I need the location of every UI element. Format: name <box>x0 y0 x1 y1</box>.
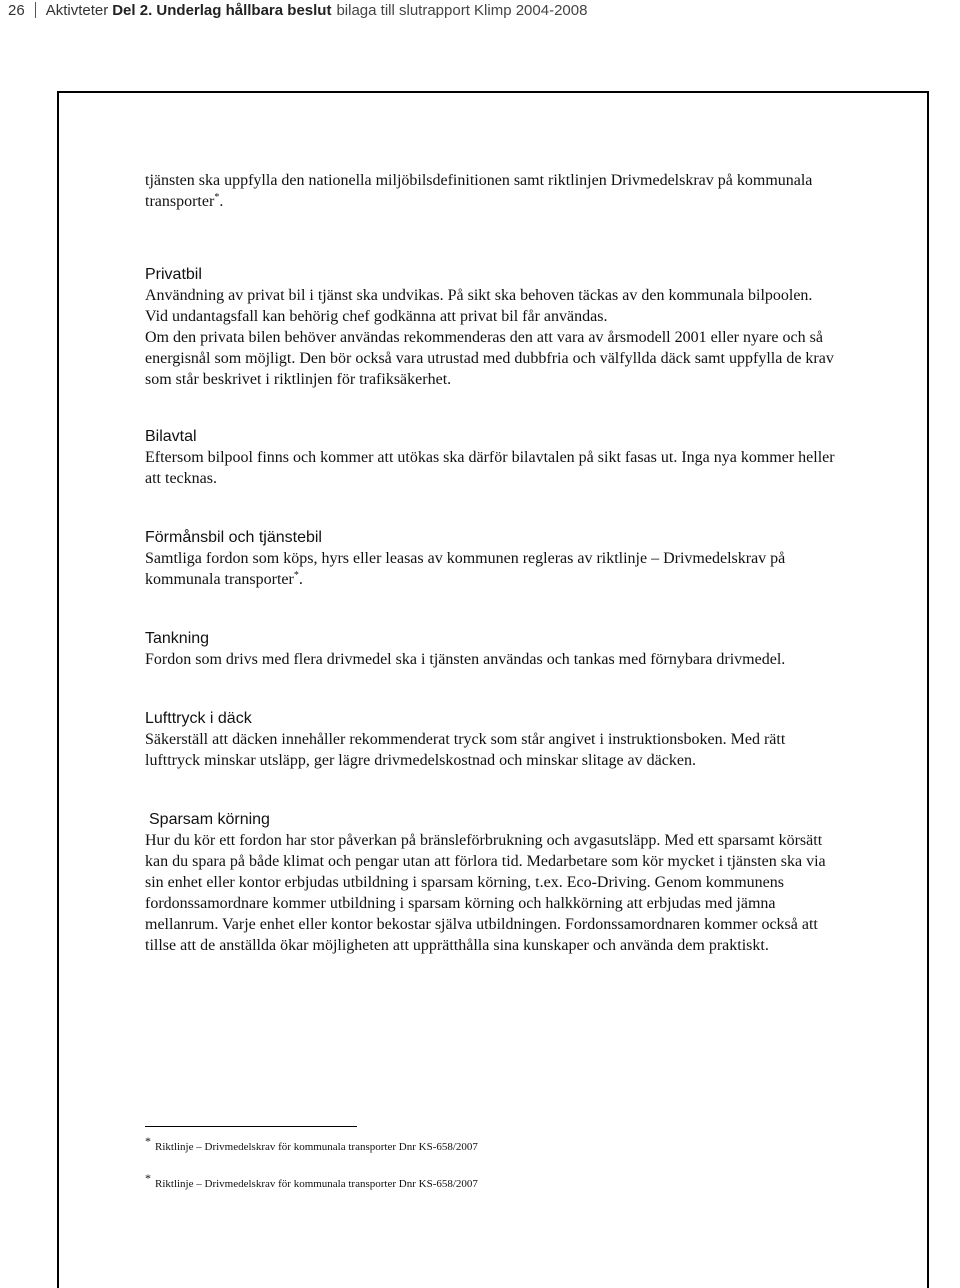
privatbil-paragraph-2: Vid undantagsfall kan behörig chef godkänna att privat bil får användas. <box>145 308 608 325</box>
privatbil-paragraph-3a: Om den privata bilen behöver användas rekommenderas den att vara av årsmodell 2001 eller nyare och så energisnål som möjligt. <box>145 329 823 367</box>
sparsam-paragraph: Hur du kör ett fordon har stor påverkan på bränsleförbrukning och avgasutsläpp. Med ett sparsamt körsätt kan du spara på både klimat och pengar utan att förlora tid. Medarbetare som kör mycket i tjänsten ska via sin enhet eller kontor erbjudas utbildning i sparsam körning, t.ex. Eco-Driving. Genom kommunens fordonssamordnare kommer utbildning i sparsam körning och halkkörning att erbjudas med jämna mellanrum. Varje enhet eller kontor bekostar själva utbildningen. Fordonssamordnaren kommer också att tillse att de anställda ökar möjligheten att upprätthålla sina kunskaper och använda dem praktiskt. <box>145 832 826 954</box>
privatbil-paragraph-3 <box>145 327 835 390</box>
page-number: 26 <box>8 1 25 19</box>
footnote-2 <box>145 1171 478 1190</box>
footnote-text: Riktlinje – Drivmedelskrav för kommunala transporter Dnr KS-658/2007 <box>155 1141 478 1153</box>
heading-tankning: Tankning <box>145 630 210 647</box>
intro-end: . <box>219 193 224 210</box>
header-divider <box>35 2 36 18</box>
heading-formansbil: Förmånsbil och tjänstebil <box>145 529 322 546</box>
header-part: Del 2. Underlag hållbara beslut <box>112 1 332 19</box>
intro-paragraph <box>145 170 835 212</box>
footnote-mark: * <box>145 1134 151 1148</box>
privatbil-paragraph-3b: Den bör också vara utrustad med dubbfria och välfyllda däck samt uppfylla de krav som står beskrivet i riktlinjen för trafiksäkerhet. <box>145 350 834 388</box>
bilavtal-paragraph: Eftersom bilpool finns och kommer att utökas ska därför bilavtalen på sikt fasas ut. Inga nya kommer heller att tecknas. <box>145 449 835 487</box>
header-subtitle: bilaga till slutrapport Klimp 2004-2008 <box>336 1 588 19</box>
heading-bilavtal: Bilavtal <box>145 428 197 445</box>
formansbil-text: Samtliga fordon som köps, hyrs eller leasas av kommunen regleras av riktlinje – Drivmedelskrav på kommunala transporter <box>145 550 786 588</box>
formansbil-paragraph <box>145 548 835 590</box>
heading-sparsam: Sparsam körning <box>149 811 270 828</box>
heading-lufttryck: Lufttryck i däck <box>145 710 252 727</box>
footnote-ref: * <box>214 192 220 203</box>
intro-text: tjänsten ska uppfylla den nationella miljöbilsdefinitionen samt riktlinjen Drivmedelskrav på kommunala transporter <box>145 172 813 210</box>
footnote-text: Riktlinje – Drivmedelskrav för kommunala transporter Dnr KS-658/2007 <box>155 1178 478 1190</box>
document-body <box>145 170 835 956</box>
footnote-rule <box>145 1126 357 1127</box>
footnote-mark: * <box>145 1171 151 1185</box>
footnote-1 <box>145 1134 478 1153</box>
privatbil-paragraph-1: Användning av privat bil i tjänst ska undvikas. På sikt ska behoven täckas av den kommunala bilpoolen. <box>145 287 813 304</box>
header-section: Aktivteter <box>45 1 109 19</box>
running-header <box>8 0 587 20</box>
formansbil-end: . <box>298 571 303 588</box>
footnote-ref: * <box>293 570 299 581</box>
tankning-paragraph: Fordon som drivs med flera drivmedel ska i tjänsten användas och tankas med förnybara drivmedel. <box>145 651 786 668</box>
heading-privatbil: Privatbil <box>145 266 202 283</box>
lufttryck-paragraph: Säkerställ att däcken innehåller rekommenderat tryck som står angivet i instruktionsboken. Med rätt lufttryck minskar utsläpp, ger lägre drivmedelskostnad och minskar slitage av däcken. <box>145 731 786 769</box>
